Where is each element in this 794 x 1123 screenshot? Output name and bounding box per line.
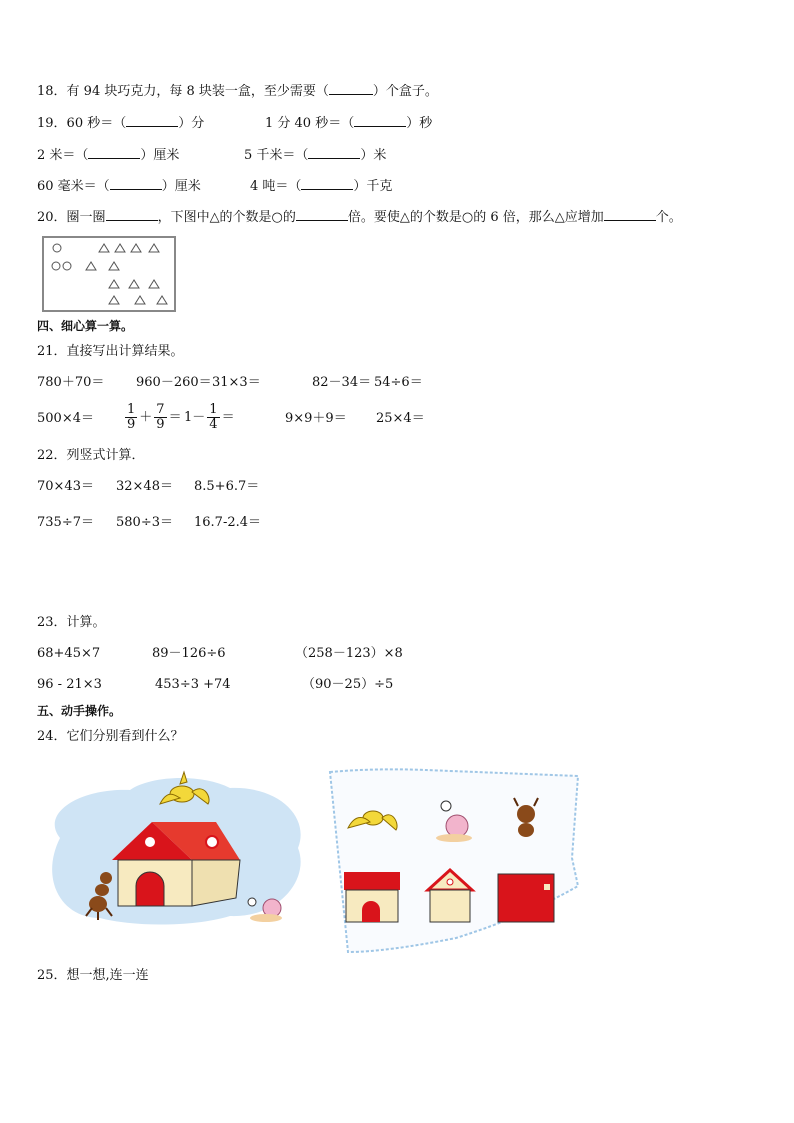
triangle-shape — [99, 244, 109, 252]
question-20: 20．圈一圈 ，下图中△的个数是○的 倍。要使△的个数是○的 6 倍，那么△应增加 个。 — [37, 210, 682, 225]
triangle-shape — [109, 280, 119, 288]
q22-item: 8.5+6.7＝ — [194, 479, 260, 494]
question-21-title: 21．直接写出计算结果。 — [37, 344, 184, 359]
house-door — [136, 872, 164, 906]
note-paper — [330, 769, 578, 952]
circle-shape — [52, 262, 60, 270]
question-23-title: 23．计算。 — [37, 615, 106, 630]
answer-blank[interactable] — [308, 146, 360, 159]
answer-blank[interactable] — [106, 208, 158, 221]
section-4-heading: 四、细心算一算。 — [37, 319, 134, 333]
triangle-shape — [135, 296, 145, 304]
triangle-shape — [131, 244, 141, 252]
answer-blank[interactable] — [88, 146, 140, 159]
triangle-shape — [129, 280, 139, 288]
house-view-1-icon — [344, 872, 400, 922]
triangle-shape — [149, 280, 159, 288]
circle-shape — [63, 262, 71, 270]
triangle-shape — [149, 244, 159, 252]
circle-shape — [53, 244, 61, 252]
q23-item: （258－123）×8 — [295, 646, 403, 661]
house-window — [144, 836, 156, 848]
answer-blank[interactable] — [110, 177, 162, 190]
q22-item: 16.7-2.4＝ — [194, 515, 262, 530]
q22-item: 735÷7＝ — [37, 515, 94, 530]
answer-blank[interactable] — [604, 208, 656, 221]
triangle-shape — [115, 244, 125, 252]
q21-item: 500×4＝ — [37, 411, 94, 426]
question-19-row-1b: 1 分 40 秒＝（ ）秒 — [265, 116, 433, 131]
shape-figure — [42, 236, 176, 312]
question-19-row-2: 2 米＝（ ）厘米 — [37, 148, 180, 163]
answer-blank[interactable] — [329, 82, 373, 95]
fraction: $\frac{1}{9}$ — [127, 402, 136, 432]
house-scene-illustration — [40, 768, 305, 928]
question-25-title: 25．想一想,连一连 — [37, 968, 149, 983]
q21-item: 31×3＝ — [212, 375, 261, 390]
q21-item: 25×4＝ — [376, 411, 425, 426]
section-5-heading: 五、动手操作。 — [37, 704, 122, 718]
q21-fraction-sum: $\frac{1}{9}$ ＋ $\frac{7}{9}$ ＝ — [127, 402, 182, 432]
answer-blank[interactable] — [301, 177, 353, 190]
q22-item: 580÷3＝ — [116, 515, 173, 530]
q22-item: 70×43＝ — [37, 479, 94, 494]
house-side-window — [206, 836, 218, 848]
triangle-shape — [86, 262, 96, 270]
q21-item: 82－34＝ — [312, 375, 372, 390]
question-19-row-1: 19．60 秒＝（ ）分 — [37, 116, 205, 131]
q21-item: 780＋70＝ — [37, 375, 105, 390]
question-19-row-2b: 5 千米＝（ ）米 — [244, 148, 387, 163]
q21-item: 9×9＋9＝ — [285, 411, 347, 426]
q23-item: 96 - 21×3 — [37, 677, 102, 692]
question-24-title: 24．它们分别看到什么？ — [37, 729, 184, 744]
fraction: $\frac{1}{4}$ — [209, 402, 218, 432]
fraction: $\frac{7}{9}$ — [156, 402, 165, 432]
house-view-3-icon — [498, 874, 554, 922]
triangle-shape — [109, 262, 119, 270]
question-22-title: 22．列竖式计算． — [37, 448, 145, 463]
triangle-shape — [157, 296, 167, 304]
q23-item: （90－25）÷5 — [302, 677, 394, 692]
answer-blank[interactable] — [296, 208, 348, 221]
triangle-shape — [109, 296, 119, 304]
circles-and-triangles-diagram — [44, 238, 174, 310]
q23-item: 89－126÷6 — [152, 646, 226, 661]
q23-item: 68+45×7 — [37, 646, 101, 661]
question-19-row-3b: 4 吨＝（ ）千克 — [250, 179, 393, 194]
views-note-card — [326, 766, 582, 956]
answer-blank[interactable] — [126, 114, 178, 127]
q22-item: 32×48＝ — [116, 479, 173, 494]
question-19-row-3: 60 毫米＝（ ）厘米 — [37, 179, 201, 194]
q21-fraction-diff: 1－ $\frac{1}{4}$ ＝ — [184, 402, 235, 432]
q21-item: 960－260＝ — [136, 375, 212, 390]
q23-item: 453÷3 +74 — [155, 677, 231, 692]
q21-item: 54÷6＝ — [374, 375, 423, 390]
answer-blank[interactable] — [354, 114, 406, 127]
question-18: 18．有 94 块巧克力，每 8 块装一盒，至少需要（ ）个盒子。 — [37, 84, 438, 99]
